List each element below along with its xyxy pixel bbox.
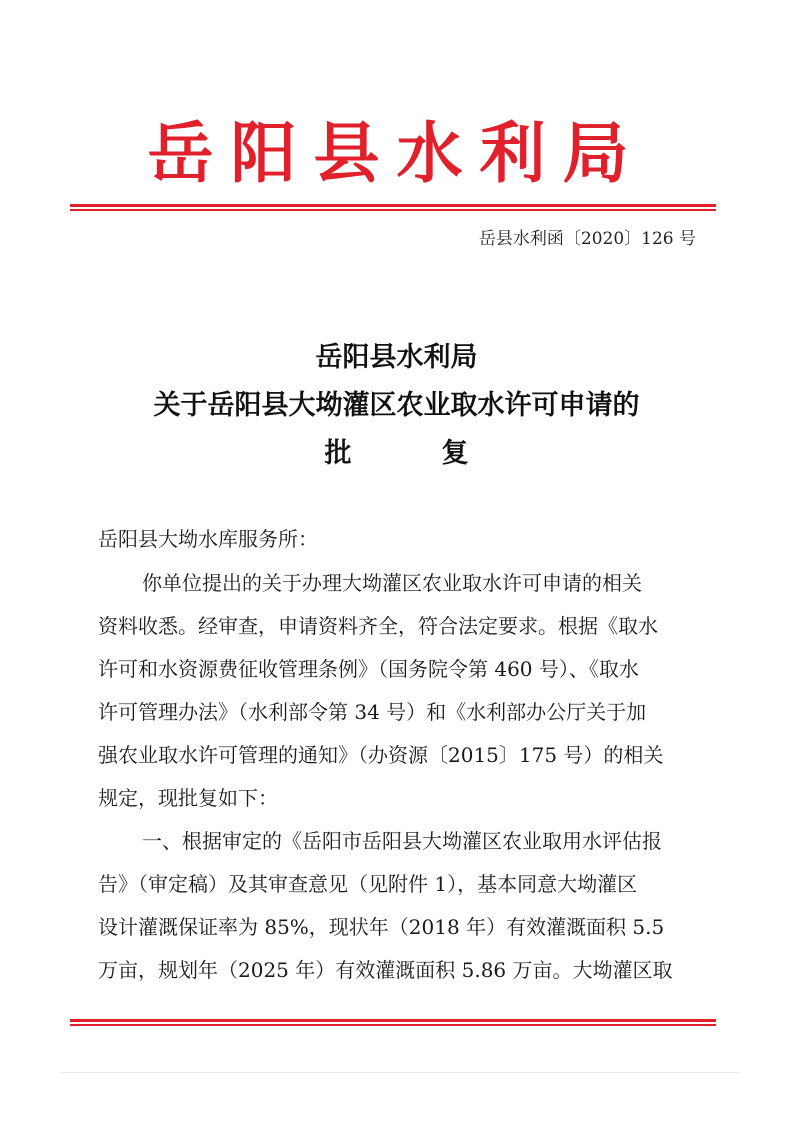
paragraph-1-line: 规定，现批复如下： xyxy=(98,786,278,810)
paragraph-1-line: 许可和水资源费征收管理条例》（国务院令第 460 号）、《取水 xyxy=(98,657,639,681)
doc-title-word-fu: 复 xyxy=(441,438,469,469)
addressee: 岳阳县大坳水库服务所： xyxy=(98,527,318,551)
header-red-rule-thin xyxy=(70,209,716,211)
doc-title-word-pi: 批 xyxy=(324,438,352,469)
doc-title-line-2: 关于岳阳县大坳灌区农业取水许可申请的 xyxy=(153,390,640,421)
doc-title-line-3 xyxy=(0,436,793,472)
scan-edge-line xyxy=(60,1072,740,1073)
doc-title-line-1: 岳阳县水利局 xyxy=(315,342,478,373)
paragraph-2-line: 万亩，规划年（2025 年）有效灌溉面积 5.86 万亩。大坳灌区取 xyxy=(98,958,673,982)
paragraph-1-line: 许可管理办法》（水利部令第 34 号）和《水利部办公厅关于加 xyxy=(98,700,647,724)
header-red-rule-thick xyxy=(70,204,716,207)
footer-red-rule-thin xyxy=(70,1024,716,1026)
paragraph-2-line: 一、根据审定的《岳阳市岳阳县大坳灌区农业取用水评估报 xyxy=(142,829,662,853)
paragraph-1-line: 你单位提出的关于办理大坳灌区农业取水许可申请的相关 xyxy=(142,571,642,595)
document-number: 岳县水利函〔2020〕126 号 xyxy=(478,229,696,249)
agency-header-title: 岳阳县水利局 xyxy=(147,114,646,192)
paragraph-2-line: 告》（审定稿）及其审查意见（见附件 1），基本同意大坳灌区 xyxy=(98,872,638,896)
paragraph-1-line: 强农业取水许可管理的通知》（办资源〔2015〕175 号）的相关 xyxy=(98,743,664,767)
paragraph-1-line: 资料收悉。经审查，申请资料齐全，符合法定要求。根据《取水 xyxy=(98,614,658,638)
paragraph-2-line: 设计灌溉保证率为 85%，现状年（2018 年）有效灌溉面积 5.5 xyxy=(98,915,665,939)
footer-red-rule-thick xyxy=(70,1019,716,1022)
